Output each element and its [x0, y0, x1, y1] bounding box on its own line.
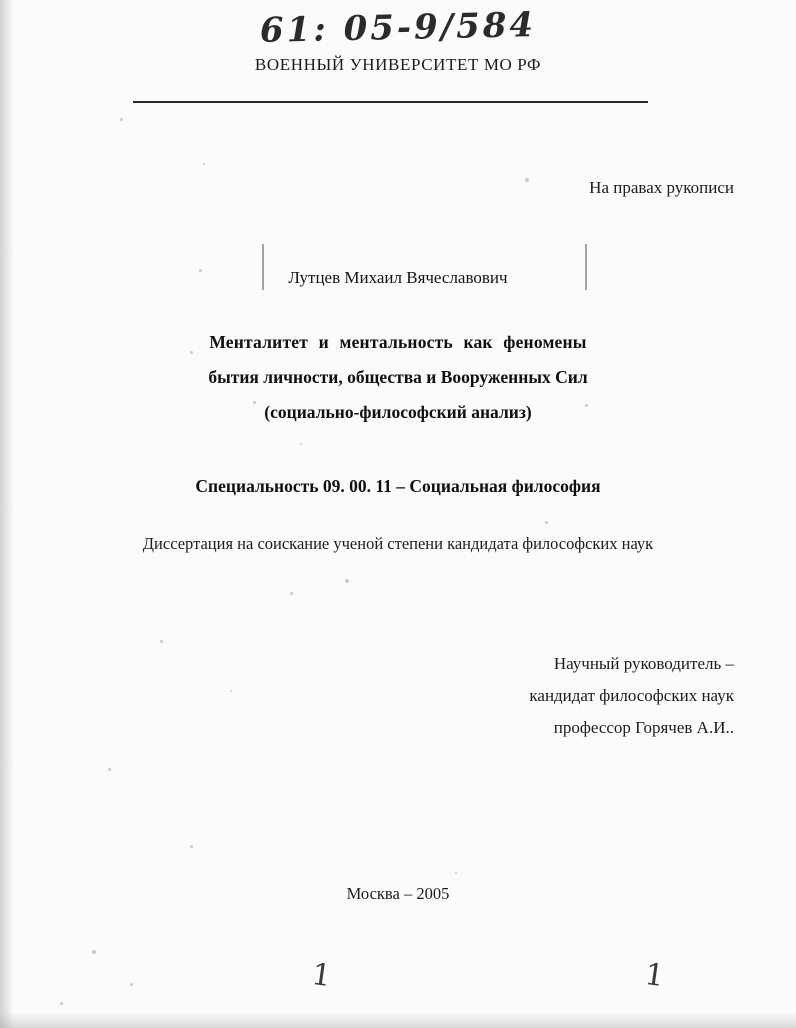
- scan-speck: [160, 640, 163, 643]
- scan-speck: [203, 163, 205, 165]
- title-line-3: (социально-философский анализ): [264, 402, 532, 422]
- advisor-line-2: кандидат философских наук: [529, 686, 734, 705]
- margin-tick-right: 1: [642, 956, 667, 995]
- scan-edge-shadow-left: [0, 0, 14, 1028]
- scan-speck: [525, 178, 529, 182]
- title-line-2: бытия личности, общества и Вооруженных Сил: [208, 367, 588, 387]
- scan-speck: [290, 592, 293, 595]
- scan-speck: [300, 443, 302, 445]
- scan-speck: [130, 983, 133, 986]
- scan-speck: [190, 845, 193, 848]
- scan-speck: [545, 521, 548, 524]
- handwritten-archive-stamp: 61: 05-9/584: [259, 5, 537, 51]
- advisor-line-1: Научный руководитель –: [553, 654, 734, 673]
- scan-speck: [92, 950, 96, 954]
- header-divider: [133, 101, 648, 103]
- scientific-advisor-block: [529, 648, 734, 744]
- author-name: Лутцев Михаил Вячеславович: [288, 268, 508, 287]
- scan-speck: [108, 768, 111, 771]
- margin-tick-left: 1: [309, 956, 334, 995]
- advisor-line-3: профессор Горячев А.И..: [553, 718, 734, 737]
- scan-speck: [455, 872, 457, 874]
- scan-speck: [230, 690, 232, 692]
- manuscript-rights-note: На правах рукописи: [589, 178, 734, 197]
- dissertation-title: [0, 325, 796, 430]
- scan-edge-shadow-bottom: [0, 1012, 796, 1028]
- degree-statement: Диссертация на соискание ученой степени кандидата философских наук: [142, 534, 654, 553]
- institution-name: ВОЕННЫЙ УНИВЕРСИТЕТ МО РФ: [254, 55, 542, 74]
- scan-speck: [120, 118, 123, 121]
- speciality-code: Специальность 09. 00. 11 – Социальная философия: [195, 476, 601, 496]
- place-and-year: Москва – 2005: [346, 884, 450, 903]
- title-line-1: Менталитет и ментальность как феномены: [209, 332, 587, 352]
- scan-speck: [345, 579, 349, 583]
- scan-speck: [60, 1002, 63, 1005]
